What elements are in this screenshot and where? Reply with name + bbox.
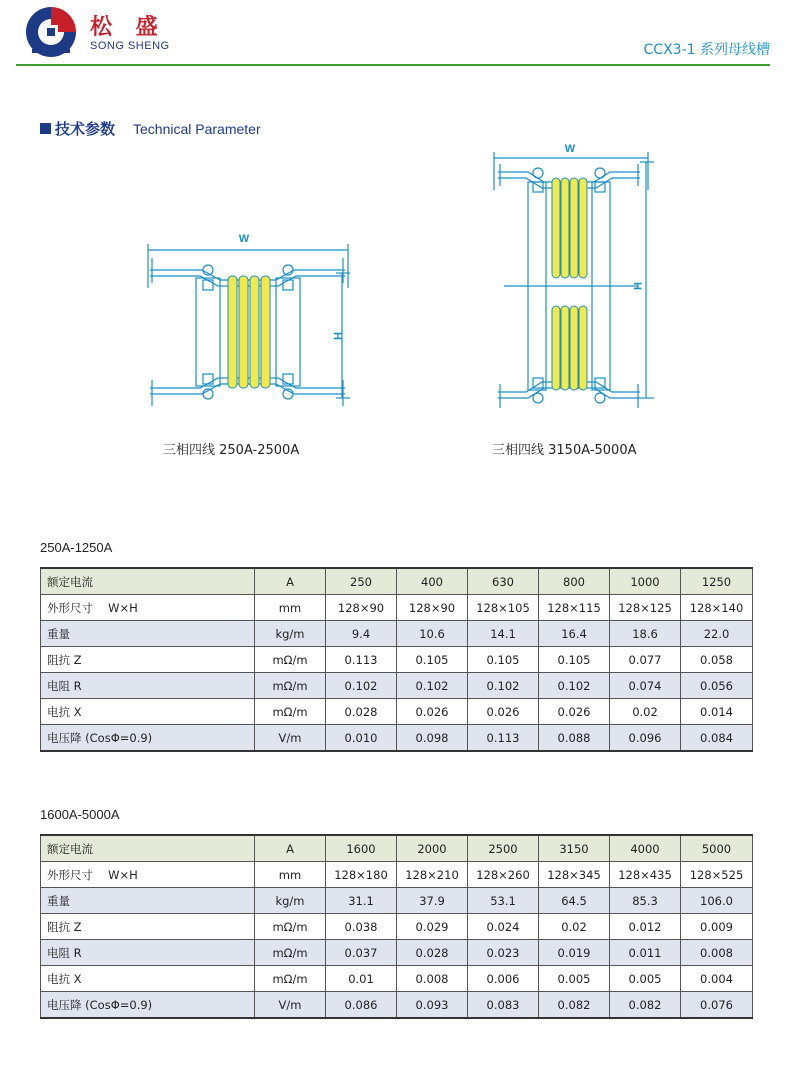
songsheng-logo-icon	[22, 3, 80, 61]
table-cell: 800	[539, 568, 610, 595]
table-cell: 9.4	[326, 621, 397, 647]
table-cell: 128×180	[326, 862, 397, 888]
row-unit: mΩ/m	[255, 647, 326, 673]
width-label: W	[564, 143, 576, 155]
table-cell: 0.056	[681, 673, 753, 699]
page-header	[0, 0, 800, 70]
table-cell: 0.084	[681, 725, 753, 752]
table-cell: 0.005	[610, 966, 681, 992]
table-cell: 250	[326, 568, 397, 595]
table-cell: 0.105	[468, 647, 539, 673]
section-title-cn: 技术参数	[55, 120, 116, 138]
table-cell: 0.077	[610, 647, 681, 673]
table-row	[41, 862, 753, 888]
row-label: 电阻 R	[41, 940, 255, 966]
row-label: 外形尺寸 W×H	[41, 595, 255, 621]
brand-name-cn: 松 盛	[90, 14, 166, 40]
row-unit: kg/m	[255, 621, 326, 647]
table-cell: 0.02	[610, 699, 681, 725]
table-cell: 106.0	[681, 888, 753, 914]
table-cell: 0.098	[397, 725, 468, 752]
table-cell: 10.6	[397, 621, 468, 647]
table-cell: 0.058	[681, 647, 753, 673]
table-cell: 128×260	[468, 862, 539, 888]
table-cell: 5000	[681, 835, 753, 862]
table-cell: 0.024	[468, 914, 539, 940]
table-cell: 22.0	[681, 621, 753, 647]
table-cell: 0.026	[397, 699, 468, 725]
table-cell: 0.074	[610, 673, 681, 699]
table-cell: 0.028	[326, 699, 397, 725]
table-cell: 0.02	[539, 914, 610, 940]
row-unit: mm	[255, 595, 326, 621]
row-label: 电抗 X	[41, 966, 255, 992]
table-cell: 0.008	[397, 966, 468, 992]
table-row	[41, 568, 753, 595]
table-cell: 0.029	[397, 914, 468, 940]
height-label: H	[631, 282, 643, 290]
table-cell: 0.011	[610, 940, 681, 966]
row-unit: A	[255, 568, 326, 595]
row-label: 电压降 (CosΦ=0.9)	[41, 992, 255, 1019]
row-unit: kg/m	[255, 888, 326, 914]
table-cell: 128×525	[681, 862, 753, 888]
table-cell: 0.012	[610, 914, 681, 940]
row-unit: A	[255, 835, 326, 862]
table-cell: 400	[397, 568, 468, 595]
busbar-diagram-250-2500	[140, 228, 360, 413]
table-cell: 0.010	[326, 725, 397, 752]
row-unit: mΩ/m	[255, 940, 326, 966]
table-cell: 1000	[610, 568, 681, 595]
table-row	[41, 914, 753, 940]
width-label: W	[238, 233, 250, 245]
square-bullet-icon	[40, 123, 51, 134]
row-label: 重量	[41, 621, 255, 647]
row-unit: mΩ/m	[255, 966, 326, 992]
table-cell: 128×90	[397, 595, 468, 621]
table-cell: 0.082	[539, 992, 610, 1019]
row-label: 外形尺寸 W×H	[41, 862, 255, 888]
row-unit: V/m	[255, 992, 326, 1019]
parameter-table-250-1250	[40, 567, 753, 752]
table-cell: 0.026	[539, 699, 610, 725]
table-cell: 0.023	[468, 940, 539, 966]
table-row	[41, 725, 753, 752]
series-title: CCX3-1 系列母线槽	[643, 42, 770, 58]
table-cell: 0.093	[397, 992, 468, 1019]
row-unit: V/m	[255, 725, 326, 752]
table-cell: 128×115	[539, 595, 610, 621]
table-cell: 0.01	[326, 966, 397, 992]
table-cell: 0.019	[539, 940, 610, 966]
row-label: 电阻 R	[41, 673, 255, 699]
table-row	[41, 940, 753, 966]
table-cell: 0.088	[539, 725, 610, 752]
row-unit: mm	[255, 862, 326, 888]
header-divider	[16, 64, 770, 66]
table-row	[41, 647, 753, 673]
table-cell: 0.086	[326, 992, 397, 1019]
table-cell: 0.076	[681, 992, 753, 1019]
parameter-table-1600-5000	[40, 834, 753, 1019]
table-cell: 53.1	[468, 888, 539, 914]
table-cell: 0.083	[468, 992, 539, 1019]
diagram-caption-left: 三相四线 250A-2500A	[163, 443, 300, 458]
table-cell: 0.102	[468, 673, 539, 699]
table-cell: 31.1	[326, 888, 397, 914]
table-cell: 128×435	[610, 862, 681, 888]
table-cell: 0.005	[539, 966, 610, 992]
table-cell: 0.082	[610, 992, 681, 1019]
table-cell: 37.9	[397, 888, 468, 914]
table-cell: 0.102	[326, 673, 397, 699]
table-cell: 0.006	[468, 966, 539, 992]
row-unit: mΩ/m	[255, 699, 326, 725]
table-cell: 0.028	[397, 940, 468, 966]
table-cell: 0.037	[326, 940, 397, 966]
table-row	[41, 835, 753, 862]
table-cell: 0.105	[397, 647, 468, 673]
table-cell: 3150	[539, 835, 610, 862]
section-title-en: Technical Parameter	[133, 120, 261, 137]
table-cell: 630	[468, 568, 539, 595]
table-row	[41, 966, 753, 992]
table-cell: 0.026	[468, 699, 539, 725]
row-label: 重量	[41, 888, 255, 914]
table-cell: 0.038	[326, 914, 397, 940]
busbar-diagram-3150-5000	[488, 140, 663, 415]
table-cell: 4000	[610, 835, 681, 862]
row-unit: mΩ/m	[255, 673, 326, 699]
table-cell: 128×90	[326, 595, 397, 621]
table-row	[41, 673, 753, 699]
row-label: 额定电流	[41, 835, 255, 862]
table-cell: 16.4	[539, 621, 610, 647]
table-cell: 64.5	[539, 888, 610, 914]
table-row	[41, 699, 753, 725]
table-cell: 2500	[468, 835, 539, 862]
table-cell: 128×125	[610, 595, 681, 621]
table-title: 1600A-5000A	[40, 807, 120, 822]
table-cell: 1600	[326, 835, 397, 862]
height-label: H	[331, 332, 343, 340]
table-cell: 0.008	[681, 940, 753, 966]
table-cell: 0.014	[681, 699, 753, 725]
table-cell: 18.6	[610, 621, 681, 647]
table-cell: 0.105	[539, 647, 610, 673]
table-cell: 0.096	[610, 725, 681, 752]
table-row	[41, 621, 753, 647]
row-label: 额定电流	[41, 568, 255, 595]
table-cell: 128×210	[397, 862, 468, 888]
table-cell: 0.102	[397, 673, 468, 699]
section-heading	[40, 118, 261, 139]
table-cell: 0.004	[681, 966, 753, 992]
table-cell: 0.113	[468, 725, 539, 752]
table-row	[41, 992, 753, 1019]
row-label: 阻抗 Z	[41, 647, 255, 673]
row-label: 电压降 (CosΦ=0.9)	[41, 725, 255, 752]
row-unit: mΩ/m	[255, 914, 326, 940]
table-cell: 0.113	[326, 647, 397, 673]
table-title: 250A-1250A	[40, 540, 113, 555]
table-cell: 128×345	[539, 862, 610, 888]
table-cell: 1250	[681, 568, 753, 595]
table-cell: 128×140	[681, 595, 753, 621]
table-cell: 128×105	[468, 595, 539, 621]
brand-name-en: SONG SHENG	[90, 40, 170, 52]
row-label: 电抗 X	[41, 699, 255, 725]
table-cell: 0.102	[539, 673, 610, 699]
table-cell: 85.3	[610, 888, 681, 914]
table-row	[41, 595, 753, 621]
table-cell: 0.009	[681, 914, 753, 940]
table-row	[41, 888, 753, 914]
table-cell: 2000	[397, 835, 468, 862]
diagram-caption-right: 三相四线 3150A-5000A	[492, 443, 637, 458]
row-label: 阻抗 Z	[41, 914, 255, 940]
table-cell: 14.1	[468, 621, 539, 647]
